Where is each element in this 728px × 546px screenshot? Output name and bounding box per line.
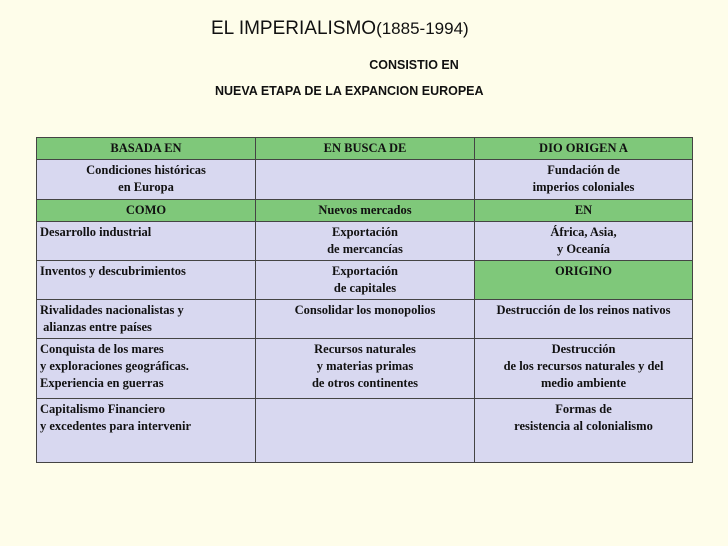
cell-line: y exploraciones geográficas.	[40, 359, 189, 373]
cell	[475, 300, 693, 339]
cell-line: Condiciones históricas	[86, 163, 206, 177]
cell	[256, 339, 475, 399]
table-row	[37, 300, 693, 339]
cell-como: COMO	[37, 200, 256, 222]
imperialismo-table	[36, 137, 693, 463]
cell	[475, 399, 693, 463]
subtitle-consistio: CONSISTIO EN	[369, 58, 459, 72]
cell-line: Capitalismo Financiero	[40, 402, 166, 416]
cell	[475, 160, 693, 200]
table-row	[37, 160, 693, 200]
cell-line: y excedentes para intervenir	[40, 419, 192, 433]
cell-line: medio ambiente	[540, 376, 627, 390]
header-dio-origen-a: DIO ORIGEN A	[475, 138, 693, 160]
cell-line: resistencia al colonialismo	[514, 419, 653, 433]
cell-line: Rivalidades nacionalistas y	[40, 303, 184, 317]
cell-line: África, Asia,	[550, 225, 617, 239]
cell	[37, 339, 256, 399]
table-row	[37, 261, 693, 300]
cell-line: de capitales	[333, 281, 397, 295]
table-row	[37, 339, 693, 399]
cell-line: de mercancías	[327, 242, 403, 256]
cell	[37, 160, 256, 200]
cell-empty	[256, 160, 475, 200]
cell	[475, 339, 693, 399]
cell	[37, 399, 256, 463]
cell-line: de otros continentes	[311, 376, 418, 390]
cell-line: Consolidar los monopolios	[294, 303, 436, 317]
cell	[37, 261, 256, 300]
cell-line: Destrucción	[551, 342, 616, 356]
cell-line: Destrucción de los reinos nativos	[496, 303, 671, 317]
cell-en: EN	[475, 200, 693, 222]
subtitle-nueva-etapa: NUEVA ETAPA DE LA EXPANCION EUROPEA	[215, 84, 484, 98]
cell-line: Fundación de	[547, 163, 620, 177]
cell	[475, 222, 693, 261]
cell-line: en Europa	[118, 180, 174, 194]
cell	[37, 300, 256, 339]
cell-line: de los recursos naturales y del	[503, 359, 664, 373]
cell-empty	[256, 399, 475, 463]
cell-line: Exportación	[332, 264, 398, 278]
cell-line: Inventos y descubrimientos	[40, 264, 186, 278]
cell-line: Recursos naturales	[314, 342, 416, 356]
cell	[256, 222, 475, 261]
header-en-busca-de: EN BUSCA DE	[256, 138, 475, 160]
page-title	[211, 18, 469, 40]
cell	[256, 300, 475, 339]
cell-line: imperios coloniales	[532, 180, 635, 194]
cell-line: Exportación	[332, 225, 398, 239]
title-main: EL IMPERIALISMO	[211, 18, 377, 39]
title-range: (1885-1994	[376, 19, 464, 38]
cell-line: Conquista de los mares	[40, 342, 164, 356]
cell-origino	[475, 261, 693, 300]
cell-line: ORIGINO	[555, 264, 612, 278]
cell-line: Desarrollo industrial	[40, 225, 152, 239]
header-basada-en: BASADA EN	[37, 138, 256, 160]
table-row	[37, 399, 693, 463]
cell-line: y materias primas	[316, 359, 414, 373]
table-header-row	[37, 138, 693, 160]
cell-line: y Oceanía	[556, 242, 611, 256]
cell-line: Formas de	[555, 402, 612, 416]
table-row	[37, 222, 693, 261]
cell-line: alianzas entre países	[40, 320, 152, 334]
cell-line: Experiencia en guerras	[40, 376, 164, 390]
cell	[256, 261, 475, 300]
title-close: )	[463, 19, 469, 38]
cell	[37, 222, 256, 261]
cell-nuevos-mercados: Nuevos mercados	[256, 200, 475, 222]
table-row	[37, 200, 693, 222]
